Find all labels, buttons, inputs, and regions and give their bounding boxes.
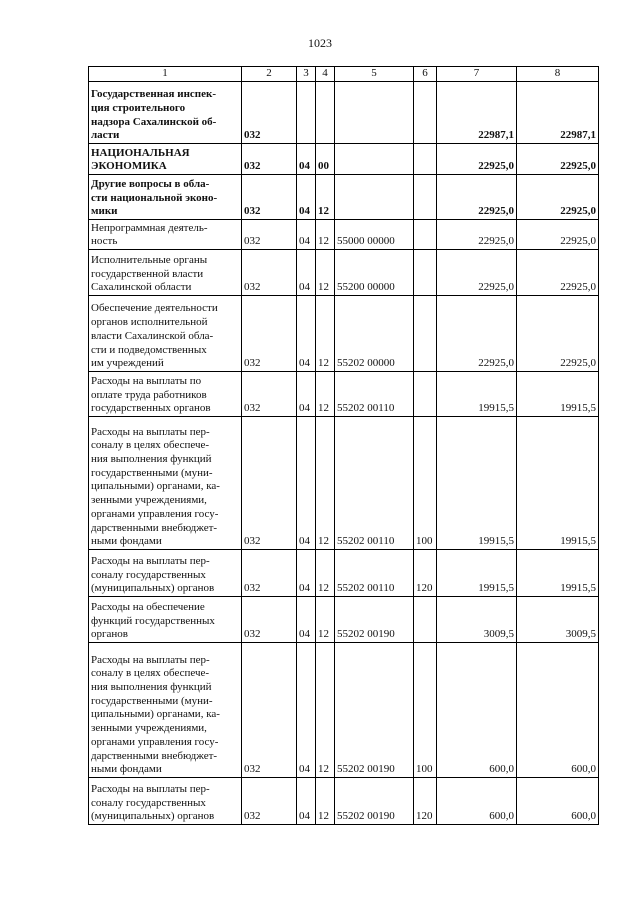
- row-name-cell: Расходы на выплаты по оплате труда работников государственных органов: [89, 372, 242, 417]
- amount-cell: 19915,5: [437, 550, 517, 597]
- expense-type-cell: [414, 597, 437, 643]
- subsection-code-cell: 12: [316, 296, 335, 372]
- target-article-cell: 55202 00000: [335, 296, 414, 372]
- row-name-cell: Расходы на выплаты пер- соналу государственных (муниципальных) органов: [89, 778, 242, 825]
- subsection-code-cell: 12: [316, 550, 335, 597]
- subsection-code-cell: 12: [316, 220, 335, 250]
- amount-total-cell: 19915,5: [517, 550, 599, 597]
- ministry-code-cell: 032: [242, 144, 297, 175]
- expense-type-cell: [414, 175, 437, 220]
- table-row: [89, 296, 599, 372]
- amount-total-cell: 600,0: [517, 778, 599, 825]
- expense-type-cell: [414, 220, 437, 250]
- amount-total-cell: 22925,0: [517, 144, 599, 175]
- column-number-row: [89, 67, 599, 82]
- amount-total-cell: 19915,5: [517, 417, 599, 550]
- amount-total-cell: 22987,1: [517, 82, 599, 144]
- amount-cell: 22925,0: [437, 296, 517, 372]
- amount-total-cell: 22925,0: [517, 175, 599, 220]
- subsection-code-cell: 12: [316, 372, 335, 417]
- target-article-cell: 55202 00110: [335, 372, 414, 417]
- column-header: 7: [437, 67, 517, 82]
- expense-type-cell: 100: [414, 417, 437, 550]
- column-header: 4: [316, 67, 335, 82]
- section-code-cell: 04: [297, 778, 316, 825]
- table-body: [89, 82, 599, 825]
- section-code-cell: 04: [297, 296, 316, 372]
- ministry-code-cell: 032: [242, 597, 297, 643]
- section-code-cell: 04: [297, 597, 316, 643]
- ministry-code-cell: 032: [242, 250, 297, 296]
- amount-cell: 19915,5: [437, 372, 517, 417]
- row-name-cell: НАЦИОНАЛЬНАЯ ЭКОНОМИКА: [89, 144, 242, 175]
- amount-cell: 22925,0: [437, 220, 517, 250]
- amount-cell: 22925,0: [437, 175, 517, 220]
- amount-cell: 19915,5: [437, 417, 517, 550]
- table-row: [89, 417, 599, 550]
- amount-total-cell: 22925,0: [517, 220, 599, 250]
- budget-table: [88, 66, 599, 825]
- subsection-code-cell: 12: [316, 643, 335, 778]
- expense-type-cell: [414, 144, 437, 175]
- target-article-cell: 55202 00190: [335, 778, 414, 825]
- ministry-code-cell: 032: [242, 643, 297, 778]
- section-code-cell: 04: [297, 372, 316, 417]
- row-name-cell: Расходы на выплаты пер- соналу в целях обеспече- ния выполнения функций государственными (муни- ципальными) органами, ка- зенными учреждениями, органами управления госу- дарственными внебюджет- ными фондами: [89, 417, 242, 550]
- column-header: 3: [297, 67, 316, 82]
- expense-type-cell: 120: [414, 778, 437, 825]
- subsection-code-cell: 00: [316, 144, 335, 175]
- target-article-cell: 55202 00190: [335, 597, 414, 643]
- column-header: 6: [414, 67, 437, 82]
- row-name-cell: Расходы на выплаты пер- соналу в целях обеспече- ния выполнения функций государственными (муни- ципальными) органами, ка- зенными учреждениями, органами управления госу- дарственными внебюджет- ными фондами: [89, 643, 242, 778]
- amount-total-cell: 22925,0: [517, 296, 599, 372]
- ministry-code-cell: 032: [242, 417, 297, 550]
- target-article-cell: 55202 00110: [335, 550, 414, 597]
- table-row: [89, 82, 599, 144]
- amount-total-cell: 3009,5: [517, 597, 599, 643]
- target-article-cell: 55202 00190: [335, 643, 414, 778]
- row-name-cell: Расходы на обеспечение функций государственных органов: [89, 597, 242, 643]
- section-code-cell: [297, 82, 316, 144]
- row-name-cell: Расходы на выплаты пер- соналу государственных (муниципальных) органов: [89, 550, 242, 597]
- section-code-cell: 04: [297, 144, 316, 175]
- amount-cell: 3009,5: [437, 597, 517, 643]
- page-number: 1023: [308, 36, 332, 50]
- amount-cell: 22925,0: [437, 250, 517, 296]
- table-row: [89, 778, 599, 825]
- section-code-cell: 04: [297, 417, 316, 550]
- table-row: [89, 144, 599, 175]
- column-header: 2: [242, 67, 297, 82]
- row-name-cell: Непрограммная деятель- ность: [89, 220, 242, 250]
- amount-cell: 600,0: [437, 643, 517, 778]
- ministry-code-cell: 032: [242, 778, 297, 825]
- ministry-code-cell: 032: [242, 296, 297, 372]
- expense-type-cell: [414, 250, 437, 296]
- row-name-cell: Исполнительные органы государственной власти Сахалинской области: [89, 250, 242, 296]
- ministry-code-cell: 032: [242, 550, 297, 597]
- table-row: [89, 250, 599, 296]
- subsection-code-cell: 12: [316, 778, 335, 825]
- expense-type-cell: 120: [414, 550, 437, 597]
- column-header: 1: [89, 67, 242, 82]
- target-article-cell: [335, 144, 414, 175]
- row-name-cell: Обеспечение деятельности органов исполнительной власти Сахалинской обла- сти и подведомственных им учреждений: [89, 296, 242, 372]
- amount-total-cell: 600,0: [517, 643, 599, 778]
- amount-cell: 22987,1: [437, 82, 517, 144]
- target-article-cell: 55200 00000: [335, 250, 414, 296]
- target-article-cell: [335, 175, 414, 220]
- ministry-code-cell: 032: [242, 220, 297, 250]
- target-article-cell: 55202 00110: [335, 417, 414, 550]
- table-row: [89, 550, 599, 597]
- subsection-code-cell: 12: [316, 597, 335, 643]
- subsection-code-cell: [316, 82, 335, 144]
- subsection-code-cell: 12: [316, 175, 335, 220]
- amount-cell: 22925,0: [437, 144, 517, 175]
- amount-total-cell: 22925,0: [517, 250, 599, 296]
- table-row: [89, 372, 599, 417]
- table-row: [89, 220, 599, 250]
- expense-type-cell: [414, 372, 437, 417]
- expense-type-cell: 100: [414, 643, 437, 778]
- ministry-code-cell: 032: [242, 372, 297, 417]
- subsection-code-cell: 12: [316, 417, 335, 550]
- expense-type-cell: [414, 82, 437, 144]
- ministry-code-cell: 032: [242, 82, 297, 144]
- target-article-cell: [335, 82, 414, 144]
- table-row: [89, 175, 599, 220]
- expense-type-cell: [414, 296, 437, 372]
- ministry-code-cell: 032: [242, 175, 297, 220]
- section-code-cell: 04: [297, 220, 316, 250]
- section-code-cell: 04: [297, 250, 316, 296]
- row-name-cell: Другие вопросы в обла- сти национальной эконо- мики: [89, 175, 242, 220]
- amount-cell: 600,0: [437, 778, 517, 825]
- column-header: 5: [335, 67, 414, 82]
- subsection-code-cell: 12: [316, 250, 335, 296]
- target-article-cell: 55000 00000: [335, 220, 414, 250]
- section-code-cell: 04: [297, 550, 316, 597]
- section-code-cell: 04: [297, 643, 316, 778]
- column-header: 8: [517, 67, 599, 82]
- table-row: [89, 597, 599, 643]
- section-code-cell: 04: [297, 175, 316, 220]
- amount-total-cell: 19915,5: [517, 372, 599, 417]
- table-row: [89, 643, 599, 778]
- row-name-cell: Государственная инспек- ция строительного надзора Сахалинской об- ласти: [89, 82, 242, 144]
